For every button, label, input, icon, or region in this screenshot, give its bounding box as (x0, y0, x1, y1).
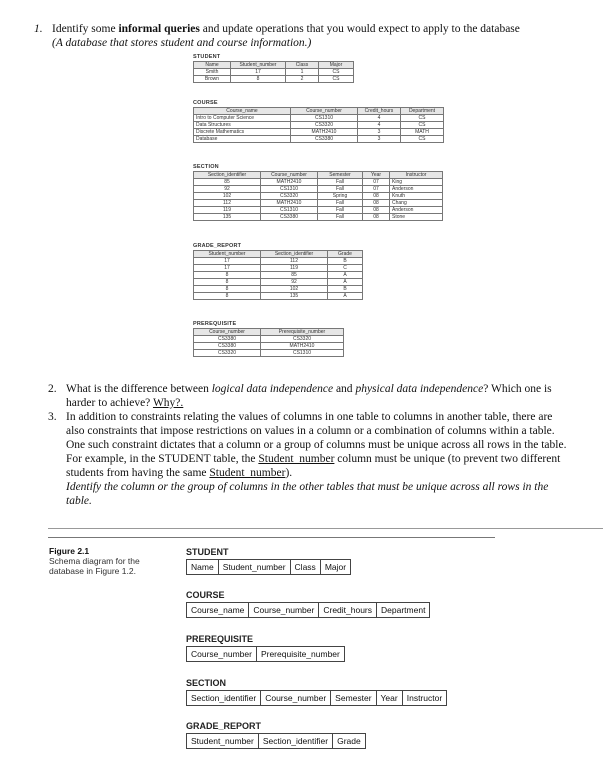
table-cell: CS3320 (261, 193, 318, 200)
table-row (194, 136, 444, 143)
schema-course (186, 590, 430, 618)
q3-text-c: ). (285, 467, 293, 479)
schema-name: SECTION (186, 678, 227, 688)
schema-fields (186, 559, 351, 575)
table-cell: B (328, 258, 363, 265)
question-1-number: 1. (34, 23, 43, 35)
table-cell: Smith (194, 69, 231, 76)
figure-caption: Schema diagram for the database in Figure 1.2. (49, 556, 140, 576)
prerequisite-table-block (193, 321, 344, 357)
table-cell: CS (401, 122, 444, 129)
question-3-number: 3. (48, 411, 57, 423)
schema-field: Student_number (187, 734, 259, 748)
column-header: Major (319, 62, 354, 69)
table-cell: C (328, 265, 363, 272)
table-row (194, 214, 443, 221)
table-cell: 135 (261, 293, 328, 300)
table-row (194, 69, 354, 76)
table-cell: CS (319, 69, 354, 76)
table-cell: Fall (318, 214, 363, 221)
table-cell: MATH2410 (291, 129, 358, 136)
table-cell: Anderson (390, 186, 443, 193)
table-cell: B (328, 286, 363, 293)
table-cell: CS3380 (261, 214, 318, 221)
q3-italic: Identify the column or the group of columns in the other tables that must be unique across all rows in the table. (66, 481, 549, 507)
table-row (194, 265, 363, 272)
table-cell: 135 (194, 214, 261, 221)
question-1-subtext: (A database that stores student and course information.) (52, 37, 312, 49)
question-3 (48, 410, 568, 508)
table-cell: 8 (194, 286, 261, 293)
table-cell: 112 (194, 200, 261, 207)
table-cell: 17 (194, 265, 261, 272)
table-cell: 07 (363, 179, 390, 186)
schema-name: GRADE_REPORT (186, 721, 262, 731)
table-cell: 08 (363, 200, 390, 207)
table-cell: 112 (261, 258, 328, 265)
table-cell: 17 (194, 258, 261, 265)
schema-field: Year (377, 691, 403, 705)
schema-field: Semester (331, 691, 376, 705)
table-cell: Chang (390, 200, 443, 207)
column-header: Instructor (390, 172, 443, 179)
table-cell: A (328, 272, 363, 279)
q1-text-b: and update operations that you would expect to apply to the database (199, 23, 520, 35)
table-cell: 8 (194, 293, 261, 300)
table-cell: 85 (261, 272, 328, 279)
column-header: Semester (318, 172, 363, 179)
column-header: Course_number (194, 329, 261, 336)
table-row (194, 286, 363, 293)
figure-title: Figure 2.1 (49, 546, 90, 556)
schema-field: Prerequisite_number (260, 649, 340, 659)
student-table (193, 61, 354, 83)
schema-fields (186, 733, 366, 749)
table-cell: Anderson (390, 207, 443, 214)
section-table-block (193, 164, 443, 221)
table-cell: Database (194, 136, 291, 143)
table-cell: CS1310 (261, 207, 318, 214)
table-row (194, 272, 363, 279)
table-cell: 119 (194, 207, 261, 214)
table-cell: CS1310 (261, 186, 318, 193)
table-header-row (194, 62, 354, 69)
question-2-number: 2. (48, 383, 57, 395)
table-cell: 4 (358, 115, 401, 122)
q2-italic-b: physical data independence (355, 383, 484, 395)
q1-text-bold: informal queries (118, 23, 200, 35)
schema-prerequisite (186, 634, 345, 662)
table-cell: 3 (358, 129, 401, 136)
table-cell: King (390, 179, 443, 186)
table-cell: Fall (318, 207, 363, 214)
q3-underline-b: Student_number (209, 467, 286, 479)
schema-field: Student_number (219, 560, 291, 574)
table-row (194, 115, 444, 122)
table-cell: MATH2410 (261, 343, 344, 350)
q3-underline-a: Student_number (258, 453, 335, 465)
schema-name: STUDENT (186, 547, 229, 557)
prerequisite-table (193, 328, 344, 357)
table-cell: 1 (286, 69, 319, 76)
prerequisite-table-name: PREREQUISITE (193, 321, 237, 327)
table-cell: MATH2410 (261, 200, 318, 207)
table-row (194, 122, 444, 129)
column-header: Student_number (194, 251, 261, 258)
table-cell: 92 (194, 186, 261, 193)
schema-field: Course_number (261, 691, 331, 705)
table-cell: CS1310 (261, 350, 344, 357)
table-row (194, 207, 443, 214)
schema-section (186, 678, 447, 706)
table-cell: 08 (363, 207, 390, 214)
question-2 (48, 382, 568, 410)
table-cell: 102 (261, 286, 328, 293)
table-cell: Brown (194, 76, 231, 83)
question-1 (34, 22, 574, 50)
schema-student (186, 547, 351, 575)
q2-italic-a: logical data independence (211, 383, 334, 395)
table-cell: Fall (318, 200, 363, 207)
student-table-block (193, 54, 354, 83)
table-row (194, 76, 354, 83)
table-cell: MATH2410 (261, 179, 318, 186)
grade-report-table-block (193, 243, 363, 300)
course-table (193, 107, 444, 143)
schema-field: Course_number (249, 603, 319, 617)
table-cell: 08 (363, 193, 390, 200)
table-row (194, 200, 443, 207)
questions-2-3 (48, 382, 568, 508)
q2-text-c: ? Which one is harder to achieve? (66, 383, 552, 409)
table-cell: 2 (286, 76, 319, 83)
table-cell: 8 (231, 76, 286, 83)
q3-text-b: column must be unique (to prevent two different students from having the same (66, 453, 561, 479)
table-row (194, 129, 444, 136)
table-row (194, 179, 443, 186)
table-cell: 119 (261, 265, 328, 272)
table-cell: CS3380 (194, 343, 261, 350)
column-header: Grade (328, 251, 363, 258)
table-cell: CS1310 (291, 115, 358, 122)
column-header: Prerequisite_number (261, 329, 344, 336)
schema-field: Class (291, 560, 321, 574)
table-cell: 85 (194, 179, 261, 186)
column-header: Name (194, 62, 231, 69)
table-cell: Discrete Mathematics (194, 129, 291, 136)
column-header: Course_name (194, 108, 291, 115)
table-cell: CS3320 (261, 336, 344, 343)
table-cell: 08 (363, 214, 390, 221)
course-table-name: COURSE (193, 100, 218, 106)
q2-text-b: and (333, 383, 356, 395)
table-row (194, 279, 363, 286)
table-cell: Spring (318, 193, 363, 200)
schema-field: Department (381, 605, 426, 615)
table-cell: Data Structures (194, 122, 291, 129)
table-cell: Fall (318, 179, 363, 186)
schema-field: Section_identifier (187, 691, 261, 705)
table-row (194, 343, 344, 350)
column-header: Course_number (261, 172, 318, 179)
question-1-text (52, 22, 574, 36)
column-header: Credit_hours (358, 108, 401, 115)
table-row (194, 336, 344, 343)
schema-fields (186, 646, 345, 662)
table-row (194, 193, 443, 200)
table-cell: CS3380 (194, 336, 261, 343)
figure-caption-block (49, 546, 169, 576)
column-header: Section_identifier (194, 172, 261, 179)
table-cell: 17 (231, 69, 286, 76)
schema-fields (186, 602, 430, 618)
table-cell: 4 (358, 122, 401, 129)
schema-grade-report (186, 721, 366, 749)
column-header: Class (286, 62, 319, 69)
table-header-row (194, 251, 363, 258)
table-cell: CS3320 (194, 350, 261, 357)
table-cell: 07 (363, 186, 390, 193)
table-cell: Stone (390, 214, 443, 221)
table-cell: 8 (194, 279, 261, 286)
q1-text-a: Identify some (52, 23, 119, 35)
table-row (194, 258, 363, 265)
table-row (194, 293, 363, 300)
table-cell: MATH (401, 129, 444, 136)
table-header-row (194, 329, 344, 336)
section-table-name: SECTION (193, 164, 219, 170)
table-cell: CS3320 (291, 122, 358, 129)
schema-field: Section_identifier (259, 734, 333, 748)
column-header: Course_number (291, 108, 358, 115)
figure-divider-line (48, 537, 495, 538)
table-cell: A (328, 279, 363, 286)
q2-why: Why?. (152, 397, 184, 409)
table-cell: CS3380 (291, 136, 358, 143)
schema-field: Grade (337, 736, 361, 746)
table-cell: 102 (194, 193, 261, 200)
schema-field: Credit_hours (319, 603, 377, 617)
schema-field: Name (187, 560, 219, 574)
q3-text-a: In addition to constraints relating the values of columns in one table to columns in another table, there are also constraints that impose restrictions on values in a column or a combination of columns within a table. One such constraint dictates that a column or a group of columns must be unique across all rows in the table. For example, in the STUDENT table, the (66, 411, 567, 465)
schema-field: Course_number (187, 647, 257, 661)
table-header-row (194, 108, 444, 115)
student-table-name: STUDENT (193, 54, 221, 60)
table-cell: Knuth (390, 193, 443, 200)
course-table-block (193, 100, 444, 143)
schema-field: Course_name (187, 603, 249, 617)
schema-name: COURSE (186, 590, 225, 600)
table-row (194, 186, 443, 193)
table-cell: A (328, 293, 363, 300)
table-cell: CS (401, 136, 444, 143)
grade-report-table (193, 250, 363, 300)
divider-line (48, 528, 603, 529)
table-cell: 92 (261, 279, 328, 286)
column-header: Year (363, 172, 390, 179)
schema-fields (186, 690, 447, 706)
column-header: Student_number (231, 62, 286, 69)
table-cell: 8 (194, 272, 261, 279)
grade-report-table-name: GRADE_REPORT (193, 243, 242, 249)
table-cell: 3 (358, 136, 401, 143)
table-row (194, 350, 344, 357)
q2-text-a: What is the difference between (66, 383, 212, 395)
table-cell: CS (319, 76, 354, 83)
table-cell: CS (401, 115, 444, 122)
table-header-row (194, 172, 443, 179)
schema-field: Major (324, 562, 347, 572)
schema-field: Instructor (406, 693, 443, 703)
column-header: Department (401, 108, 444, 115)
column-header: Section_identifier (261, 251, 328, 258)
table-cell: Fall (318, 186, 363, 193)
section-table (193, 171, 443, 221)
table-cell: Intro to Computer Science (194, 115, 291, 122)
schema-name: PREREQUISITE (186, 634, 254, 644)
